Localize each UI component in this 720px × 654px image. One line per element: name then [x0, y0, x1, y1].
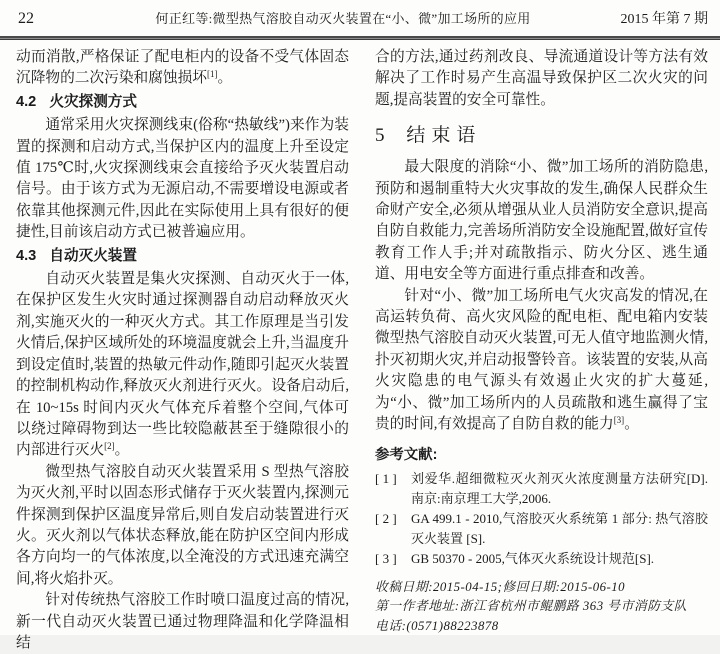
- reference-item: [375, 509, 708, 549]
- issue-label: 2015 年第 7 期: [620, 12, 708, 27]
- section-number: 5: [375, 125, 385, 147]
- reference-item: [375, 549, 708, 569]
- section-title: 火灾探测方式: [49, 93, 137, 110]
- section-title: 结束语: [406, 125, 482, 147]
- page-body: [16, 47, 708, 651]
- paragraph-text: 自动灭火装置是集火灾探测、自动灭火于一体,在保护区发生火灾时通过探测器自动启动释放灭火剂,实施灭火的一种灭火方式。其工作原理是当引发火情后,保护区域所处的环境温度就会上升,当温度升到设定值时,装置的热敏元件动作,随即引起灭火装置的控制机构动作,释放灭火剂进行灭火。设备启动后,在 10~15s 时间内灭火气体充斥着整个空间,气体可以绕过障碍物到达一些比较隐蔽甚至于缝隙很小的内部进行灭火: [16, 271, 349, 459]
- reference-label: [ 2 ]: [375, 510, 397, 526]
- section-heading-5: [375, 124, 708, 147]
- running-header: [18, 8, 708, 28]
- right-column: [375, 47, 708, 633]
- section-number: 4.2: [16, 93, 37, 110]
- footnote-received-dates: 收稿日期:2015-04-15;修回日期:2015-06-10: [375, 579, 626, 594]
- citation-superscript: [2]: [104, 441, 115, 452]
- paragraph: [16, 47, 349, 90]
- paragraph: [16, 269, 349, 462]
- references-heading: 参考文献:: [375, 446, 438, 463]
- paragraph: [375, 286, 708, 436]
- left-column: [16, 47, 349, 651]
- reference-text: GA 499.1 - 2010,气溶胶灭火系统第 1 部分: 热气溶胶灭火装置 [S].: [411, 510, 708, 546]
- paragraph: 通常采用火灾探测线束(俗称“热敏线”)来作为装置的探测和启动方式,当保护区内的温度上升至设定值 175℃时,火灾探测线束会直接给予灭火装置启动信号。由于该方式为无源启动,不需要增设电源或者依靠其他探测元件,因此在实际使用上具有很好的便捷性,目前该启动方式已被普遍应用。: [16, 117, 349, 241]
- running-title: 何正红等:微型热气溶胶自动灭火装置在“小、微”加工场所的应用: [155, 11, 531, 26]
- paragraph-text: 针对“小、微”加工场所电气火灾高发的情况,在高运转负荷、高火灾风险的配电柜、配电箱内安装微型热气溶胶自动灭火装置,可无人值守地监测火情,扑灭初期火灾,并启动报警铃音。该装置的安装,从高火灾隐患的电气源头有效遏止火灾的扩大蔓延,为“小、微”加工场所内的人员疏散和逃生赢得了宝贵的时间,有效提高了自防自救的能力: [375, 287, 708, 433]
- paragraph: 针对传统热气溶胶工作时喷口温度过高的情况,新一代自动灭火装置已通过物理降温和化学降温相结: [16, 592, 349, 651]
- section-number: 4.3: [16, 247, 37, 264]
- reference-label: [ 1 ]: [375, 470, 397, 486]
- paragraph-text: 。: [114, 442, 130, 459]
- reference-label: [ 3 ]: [375, 550, 397, 566]
- header-rule: [0, 36, 720, 40]
- footnotes: [375, 578, 708, 637]
- citation-superscript: [1]: [206, 69, 218, 80]
- section-title: 自动灭火装置: [49, 247, 137, 264]
- page-number: 22: [18, 10, 34, 27]
- paragraph: 微型热气溶胶自动灭火装置采用 S 型热气溶胶为灭火剂,平时以固态形式储存于灭火装置内,探测元件探测到保护区温度异常后,则自发启动装置进行灭火。灭火剂以气体状态释放,能在防护区空间内形成各方向均一的气体浓度,以全淹没的方式迅速充满空间,将火焰扑灭。: [16, 463, 349, 587]
- section-heading-4-2: [16, 92, 349, 113]
- paragraph: 合的方法,通过药剂改良、导流通道设计等方法有效解决了工作时易产生高温导致保护区二次火灾的问题,提高装置的安全可靠性。: [375, 49, 708, 108]
- footnote-author-address: 第一作者地址:浙江省杭州市鲲鹏路 363 号市消防支队: [375, 599, 688, 614]
- footnote-phone: 电话:(0571)88223878: [375, 618, 499, 633]
- reference-item: [375, 469, 708, 509]
- paragraph: 最大限度的消除“小、微”加工场所的消防隐患,预防和遏制重特大火灾事故的发生,确保人民群众生命财产安全,必须从增强从业人员消防安全意识,提高自防自救能力,完善场所消防安全设施配置,做好宣传教育工作人手;并对疏散指示、防火分区、逃生通道、用电安全等方面进行重点排查和改善。: [375, 159, 708, 283]
- reference-text: 刘爱华.超细微粒灭火剂灭火浓度测量方法研究[D]. 南京:南京理工大学,2006.: [411, 470, 708, 506]
- reference-text: GB 50370 - 2005,气体灭火系统设计规范[S].: [411, 550, 655, 566]
- reference-list: [375, 469, 708, 569]
- paragraph-text: 动而消散,严格保证了配电柜内的设备不受气体固态沉降物的二次污染和腐蚀损坏: [16, 49, 349, 87]
- citation-superscript: [3]: [613, 415, 625, 426]
- paragraph-text: 。: [624, 416, 639, 433]
- paragraph-text: 。: [217, 70, 233, 87]
- section-heading-4-3: [16, 246, 349, 267]
